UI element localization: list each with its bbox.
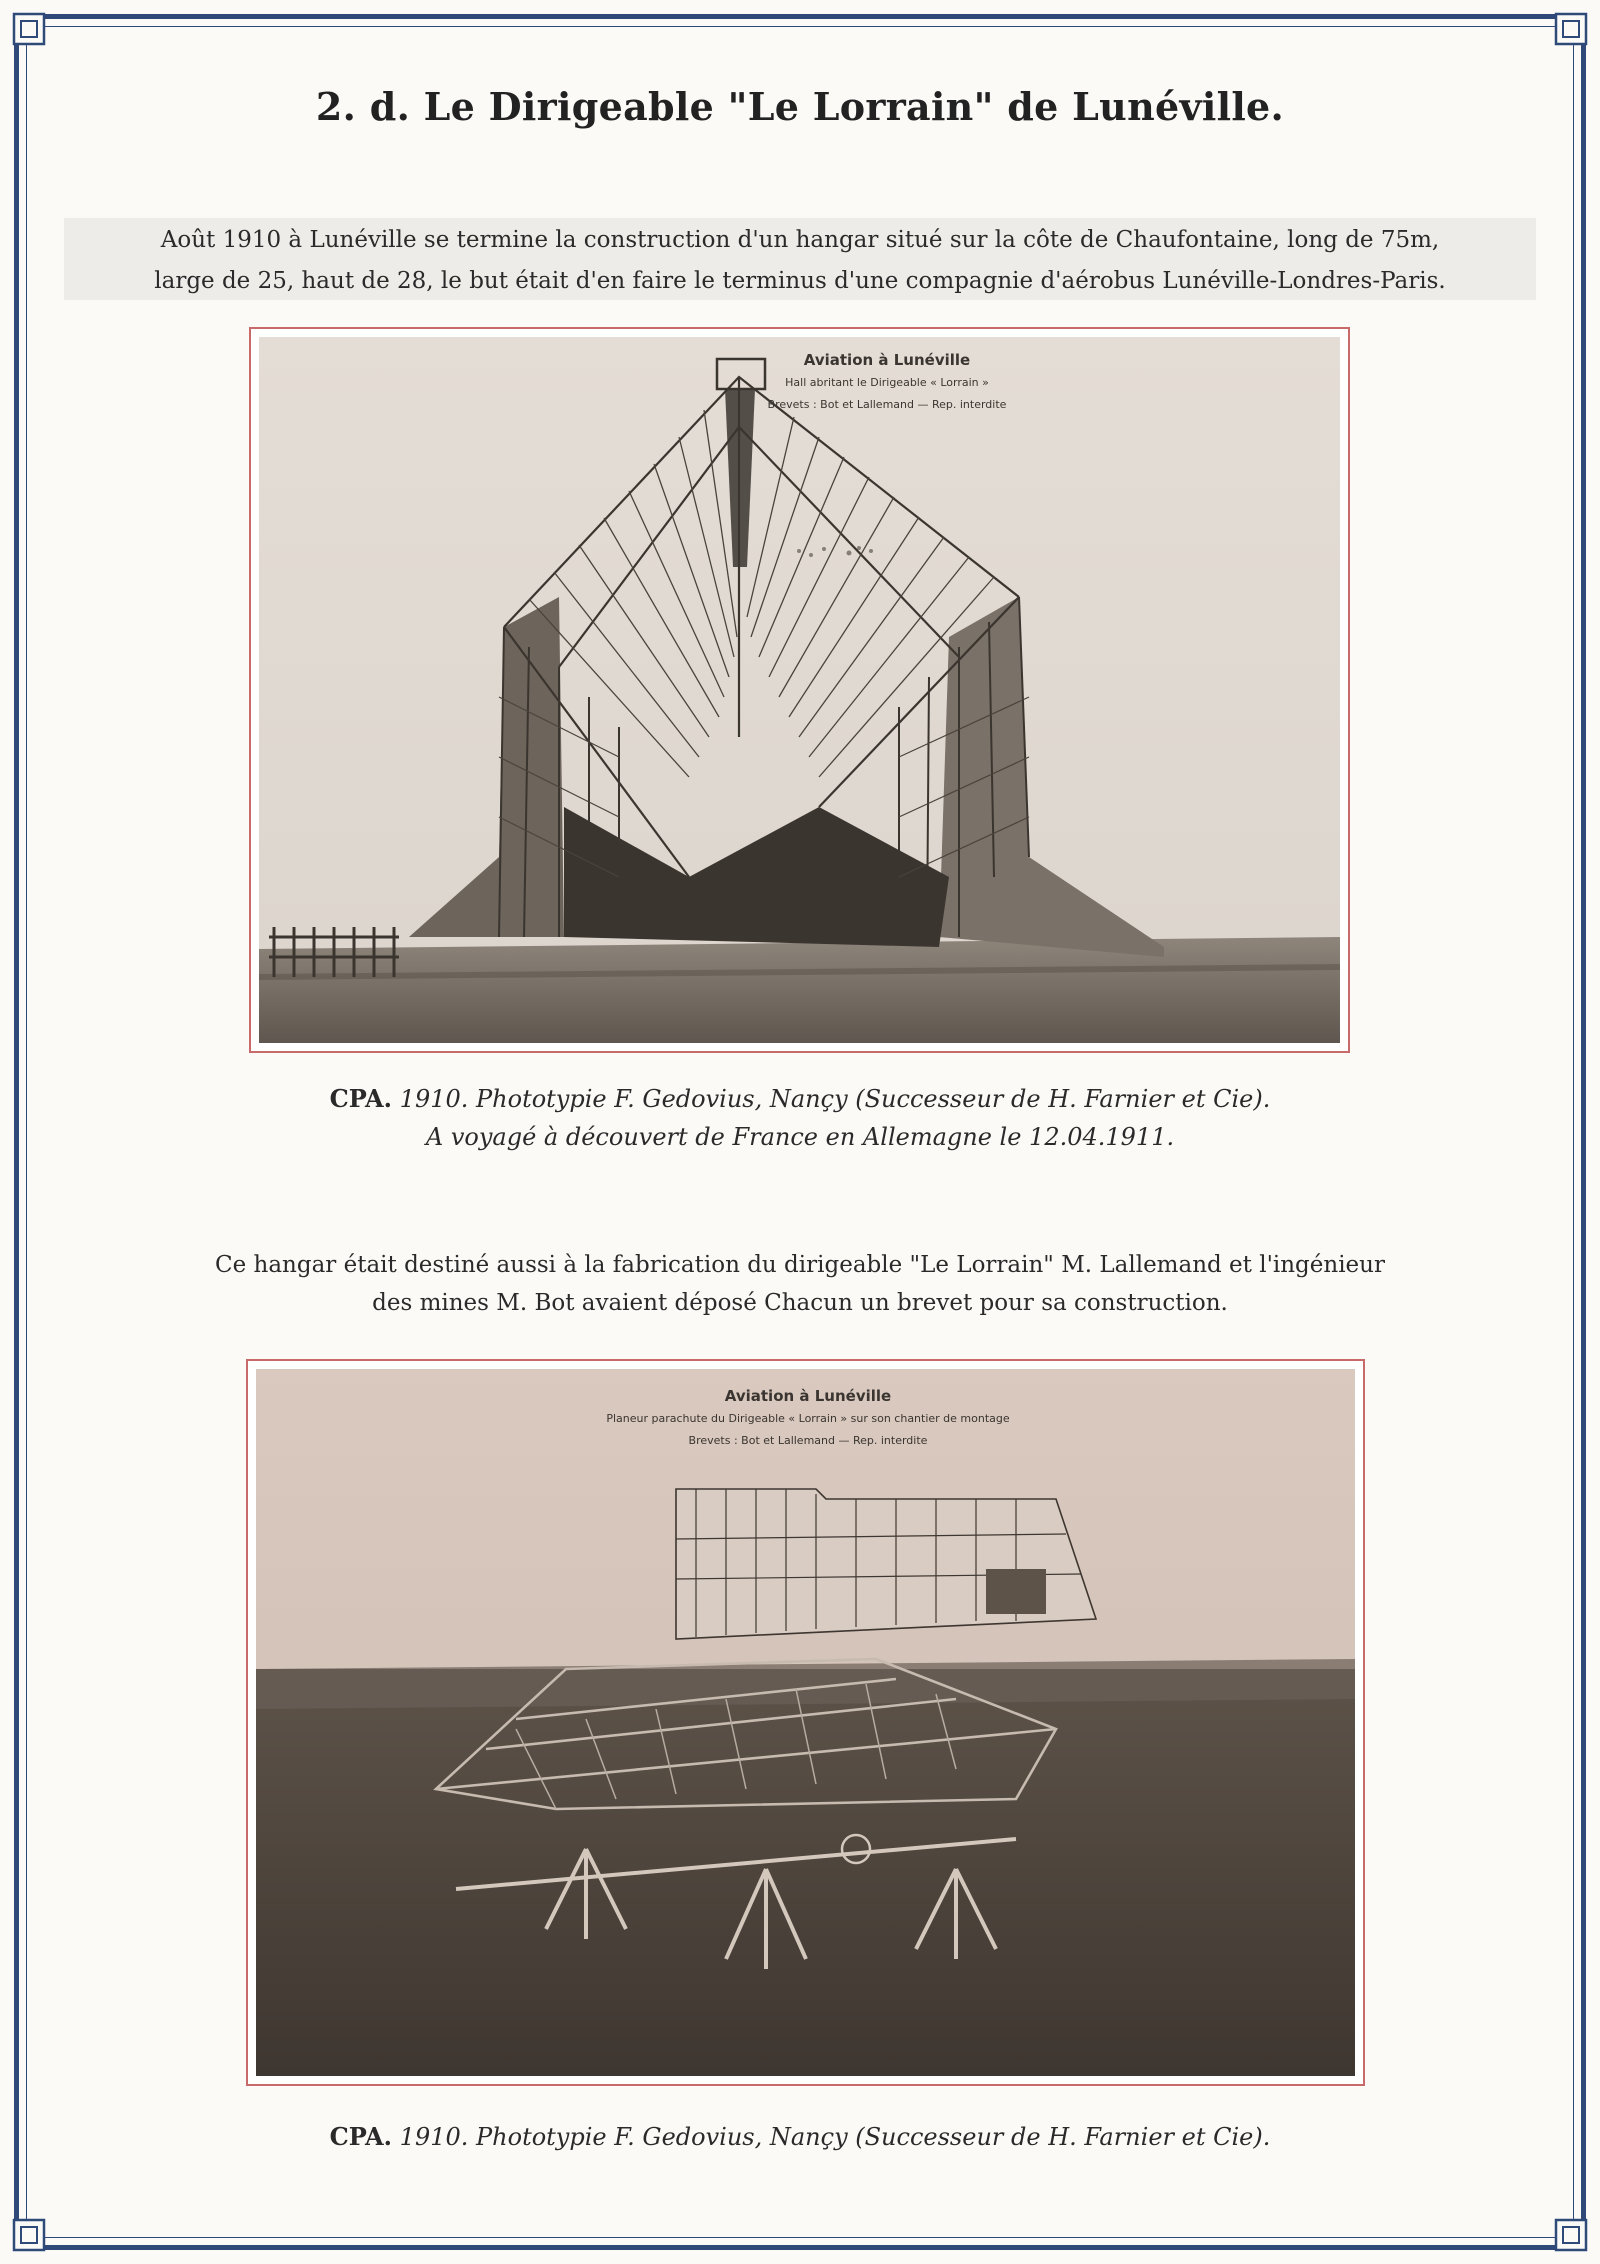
caption-label: CPA. <box>329 2122 393 2151</box>
caption-text: 1910. Phototypie F. Gedovius, Nançy (Successeur de H. Farnier et Cie). <box>392 1085 1271 1113</box>
hangar-illustration <box>259 337 1340 1043</box>
glider-illustration <box>256 1369 1355 2076</box>
caption-label: CPA. <box>329 1084 393 1113</box>
intro-line: large de 25, haut de 28, le but était d'en faire le terminus d'une compagnie d'aérobus Lunéville-Londres-Paris. <box>154 268 1446 294</box>
postcard-heading: Aviation à Lunéville <box>803 351 971 369</box>
page-title: 2. d. Le Dirigeable "Le Lorrain" de Lunéville. <box>315 84 1285 129</box>
paragraph-line: Ce hangar était destiné aussi à la fabrication du dirigeable "Le Lorrain" M. Lallemand et l'ingénieur <box>215 1252 1385 1278</box>
caption-text: 1910. Phototypie F. Gedovius, Nançy (Successeur de H. Farnier et Cie). <box>392 2123 1271 2151</box>
intro-paragraph <box>64 218 1536 300</box>
paragraph-line: des mines M. Bot avaient déposé Chacun un brevet pour sa construction. <box>372 1290 1228 1316</box>
corner-ornament-icon <box>1554 2218 1588 2252</box>
postcard-caption <box>0 1080 1600 1156</box>
postcard-glider-photo <box>246 1359 1365 2086</box>
postcard-patent: Brevets : Bot et Lallemand — Rep. interdite <box>767 398 1007 411</box>
postcard-subheading: Planeur parachute du Dirigeable « Lorrain » sur son chantier de montage <box>606 1412 1010 1425</box>
postcard-heading: Aviation à Lunéville <box>724 1387 892 1405</box>
postcard-hangar-photo <box>249 327 1350 1053</box>
postcard-subheading: Hall abritant le Dirigeable « Lorrain » <box>785 376 989 389</box>
corner-ornament-icon <box>12 12 46 46</box>
postcard-patent: Brevets : Bot et Lallemand — Rep. interdite <box>688 1434 928 1447</box>
postcard-caption <box>0 2118 1600 2156</box>
intro-line: Août 1910 à Lunéville se termine la construction d'un hangar situé sur la côte de Chaufontaine, long de 75m, <box>160 227 1440 253</box>
caption-travel-note: A voyagé à découvert de France en Allemagne le 12.04.1911. <box>425 1123 1175 1151</box>
corner-ornament-icon <box>12 2218 46 2252</box>
corner-ornament-icon <box>1554 12 1588 46</box>
second-paragraph <box>0 1246 1600 1322</box>
